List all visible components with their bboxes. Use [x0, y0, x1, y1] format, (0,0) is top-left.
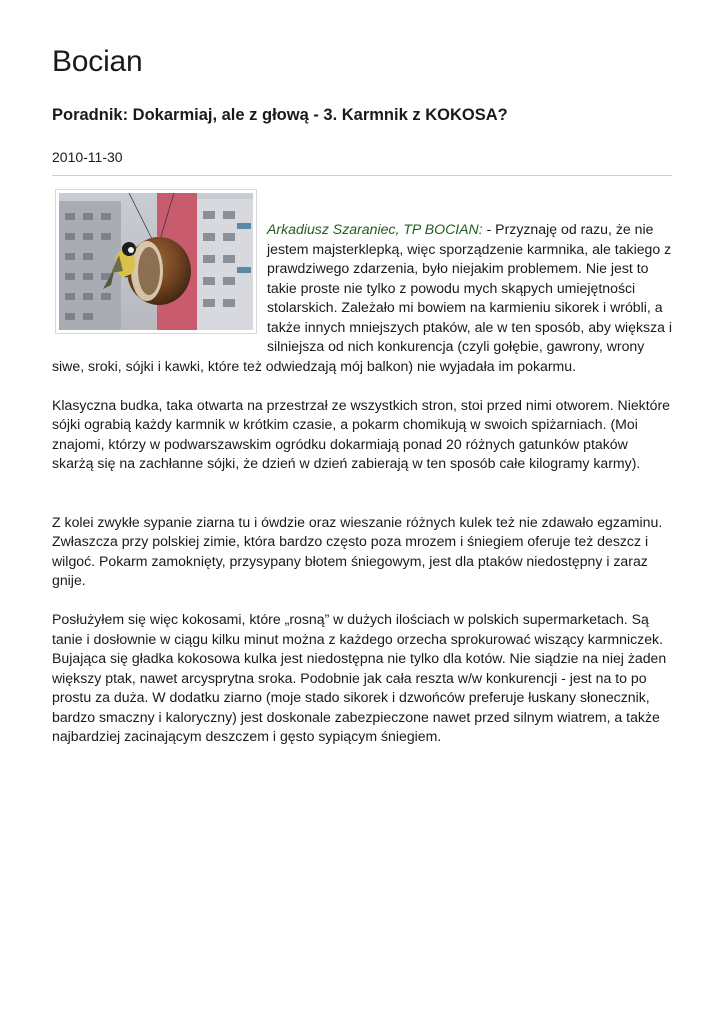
article-title: Poradnik: Dokarmiaj, ale z głową - 3. Karmnik z KOKOSA? — [52, 106, 508, 124]
paragraph-2: Klasyczna budka, taka otwarta na przestrzał ze wszystkich stron, stoi przed nimi otworem. Niektóre sójki ograbią każdy karmnik w krótkim czasie, a pokarm chomikują w swoich spiżarniach. (Moi znajomi, którzy w podwarszawskim ogródku dokarmiają ponad 20 różnych gatunków ptaków skarżą się na zachłanne sójki, że dzień w dzień zabierają w ten sposób całe kilogramy karmy). — [52, 396, 671, 471]
byline-author: Arkadiusz Szaraniec, TP BOCIAN: — [267, 221, 483, 237]
coconut-feeder-photo — [59, 193, 253, 330]
article-photo — [55, 189, 257, 334]
paragraph-3: Z kolei zwykłe sypanie ziarna tu i ówdzie oraz wieszanie różnych kulek też nie zdawało egzaminu. Zwłaszcza przy polskiej zimie, która bardzo często poza mrozem i śniegiem oferuje też deszcz i wilgoć. Pokarm zamoknięty, przysypany błotem śniegowym, jest dla ptaków niedostępny i zaraz gnije. — [52, 513, 663, 588]
site-title: Bocian — [52, 45, 143, 78]
paragraph-1-text: - Przyznaję od razu, że nie jestem majsterklepką, więc sporządzenie karmnika, ale takiego z prawdziwego zdarzenia, było niejakim problemem. Nie jest to takie proste nie tylko z powodu mych skąpych umiejętności stolarskich. Zależało mi bowiem na karmieniu sikorek i wróbli, a także innych mniejszych ptaków, ale w ten sposób, aby większa i silniejsza od nich konkurencja (czyli gołębie, gawrony, wrony siwe, sroki, sójki i kawki, które też odwiedzają mój balkon) nie wyjadała im pokarmu. — [52, 221, 673, 374]
paragraph-4: Posłużyłem się więc kokosami, które „rosną” w dużych ilościach w polskich supermarketach. Są tanie i dosłownie w ciągu kilku minut można z każdego orzecha sprokurować wiszący karmniczek. Bujająca się gładka kokosowa kulka jest niedostępna nie tylko dla kotów. Nie siądzie na niej żaden większy ptak, nawet arcysprytna sroka. Podobnie jak cała reszta w/w konkurencji - jest na to po prostu za duża. W dodatku ziarno (moje stado sikorek i dzwońców preferuje łuskany słonecznik, bardzo smaczny i kaloryczny) jest doskonale zabezpieczone nawet przed silnym wiatrem, a także najbardziej zacinającym deszczem i gęsto sypiącym śniegiem. — [52, 611, 667, 744]
article-date: 2010-11-30 — [52, 149, 123, 165]
article-body — [52, 220, 672, 766]
header-divider — [52, 175, 672, 176]
